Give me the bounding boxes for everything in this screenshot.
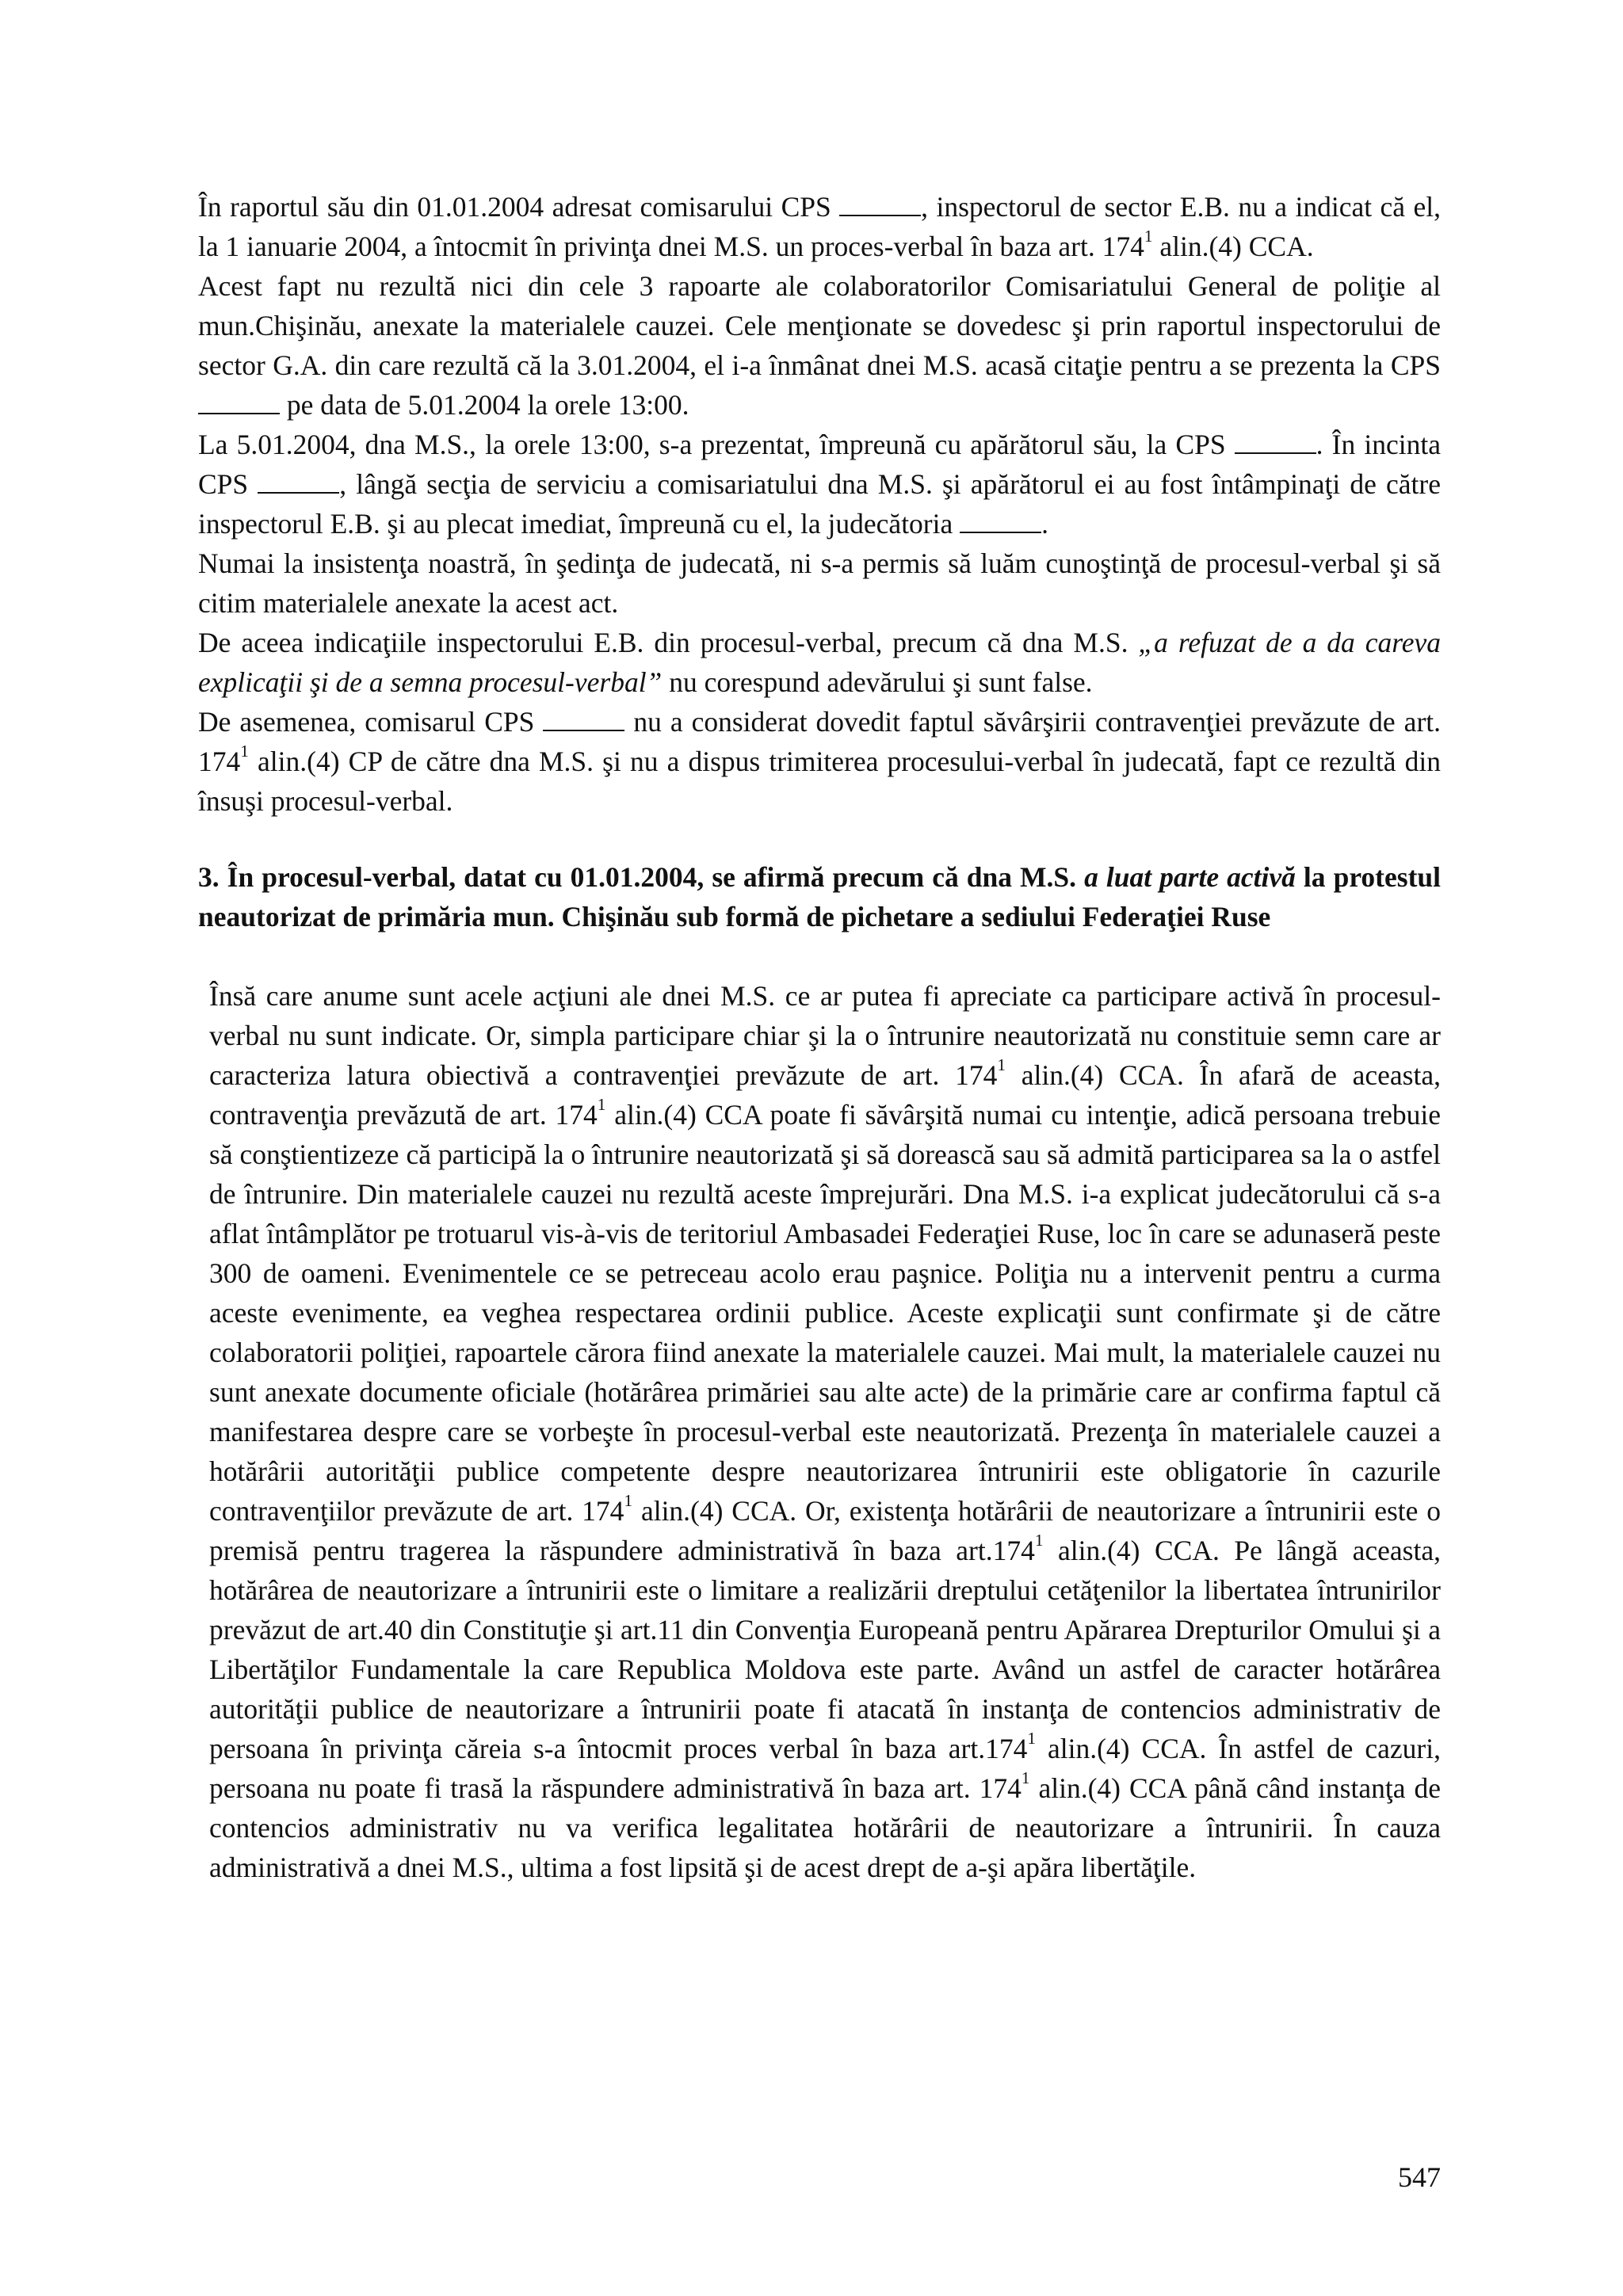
- paragraph-reports-citation: Acest fapt nu rezultă nici din cele 3 rapoarte ale colaboratorilor Comisariatului General de poliţie al mun.Chişinău, anexate la materialele cauzei. Cele menţionate se dovedesc şi prin raportul inspectorului de sector G.A. din care rezultă că la 3.01.2004, el i-a înmânat dnei M.S. acasă citaţie pentru a se prezenta la CPS pe data de 5.01.2004 la orele 13:00.: [198, 270, 1441, 421]
- redacted-blank: [839, 188, 921, 216]
- section-heading-3: 3. În procesul-verbal, datat cu 01.01.2004, se afirmă precum că dna M.S. a luat parte activă la protestul neautorizat de primăria mun. Chişinău sub formă de pichetare a sediului Federaţiei Ruse: [198, 861, 1442, 933]
- redacted-blank: [543, 703, 624, 731]
- paragraph-commissioner: De asemenea, comisarul CPS nu a considerat dovedit faptul săvârşirii contravenţiei prevăzute de art. $174^1$ alin.(4) CP de către dna M.S. şi nu a dispus trimiterea procesului-verbal în judecată, fapt ce rezultă din însuşi procesul-verbal.: [198, 702, 1441, 821]
- page-number: 547: [1398, 2161, 1441, 2193]
- paragraph-presentation: La 5.01.2004, dna M.S., la orele 13:00, s-a prezentat, împreună cu apărătorul său, la CPS . În incinta CPS , lângă secţia de serviciu a comisariatului dna M.S. şi apărătorul ei au fost întâmpinaţi de către inspectorul E.B. şi au plecat imediat, împreună cu el, la judecătoria .: [198, 425, 1441, 543]
- paragraph-analysis: Însă care anume sunt acele acţiuni ale dnei M.S. ce ar putea fi apreciate ca participare activă în procesul-verbal nu sunt indicate. Or, simpla participare chiar şi la o întrunire neautorizată nu constituie semn care ar caracteriza latura obiectivă a contravenţiei prevăzute de art. $174^1$ alin.(4) CCA. În afară de aceasta, contravenţia prevăzută de art. $174^1$ alin.(4) CCA poate fi săvârşită numai cu intenţie, adică persoana trebuie să conştientizeze că participă la o întrunire neautorizată şi să dorească sau să admită participarea sa la o astfel de întrunire. Din materialele cauzei nu rezultă aceste împrejurări. Dna M.S. i-a explicat judecătorului că s-a aflat întâmplător pe trotuarul vis-à-vis de teritoriul Ambasadei Federaţiei Ruse, loc în care se adunaseră peste 300 de oameni. Evenimentele ce se petreceau acolo erau paşnice. Poliţia nu a intervenit pentru a curma aceste evenimente, ea veghea respectarea ordinii publice. Aceste explicaţii sunt confirmate şi de către colaboratorii poliţiei, rapoartele cărora fiind anexate la materialele cauzei. Mai mult, la materialele cauzei nu sunt anexate documente oficiale (hotărârea primăriei sau alte acte) de la primărie care ar confirma faptul că manifestarea despre care se vorbeşte în procesul-verbal este neautorizată. Prezenţa în materialele cauzei a hotărârii autorităţii publice competente despre neautorizarea întrunirii este obligatorie în cazurile contravenţiilor prevăzute de art. $174^1$ alin.(4) CCA. Or, existenţa hotărârii de neautorizare a întrunirii este o premisă pentru tragerea la răspundere administrativă în baza art.174$^1$ alin.(4) CCA. Pe lângă aceasta, hotărârea de neautorizare a întrunirii este o limitare a realizării dreptului cetăţenilor la libertatea întrunirilor prevăzut de art.40 din Constituţie şi art.11 din Convenţia Europeană pentru Apărarea Drepturilor Omului şi a Libertăţilor Fundamentale la care Republica Moldova este parte. Având un astfel de caracter hotărârea autorităţii publice de neautorizare a întrunirii poate fi atacată în instanţa de contencios administrativ de persoana în privinţa căreia s-a întocmit proces verbal în baza art.174$^1$ alin.(4) CCA. În astfel de cazuri, persoana nu poate fi trasă la răspundere administrativă în baza art. $174^1$ alin.(4) CCA până când instanţa de contencios administrativ nu va verifica legalitatea hotărârii de neautorizare a întrunirii. În cauza administrativă a dnei M.S., ultima a fost lipsită şi de acest drept de a-şi apăra libertăţile.: [209, 980, 1441, 1883]
- paragraph-report: În raportul său din 01.01.2004 adresat comisarului CPS , inspectorul de sector E.B. nu a indicat că el, la 1 ianuarie 2004, a întocmit în privinţa dnei M.S. un proces-verbal în baza art. $174^1$ alin.(4) CCA.: [198, 187, 1441, 266]
- redacted-blank: [960, 505, 1041, 533]
- paragraph-inspector-claims: De aceea indicaţiile inspectorului E.B. din procesul-verbal, precum că dna M.S. „a refuzat de a da careva explicaţii şi de a semna procesul-verbal” nu corespund adevărului şi sunt false.: [198, 627, 1441, 698]
- redacted-blank: [198, 386, 280, 414]
- document-body: [198, 187, 1441, 1887]
- redacted-blank: [1235, 425, 1316, 454]
- redacted-blank: [258, 465, 339, 494]
- paragraph-insistence: Numai la insistenţa noastră, în şedinţa de judecată, ni s-a permis să luăm cunoştinţă de procesul-verbal şi să citim materialele anexate la acest act.: [198, 547, 1441, 619]
